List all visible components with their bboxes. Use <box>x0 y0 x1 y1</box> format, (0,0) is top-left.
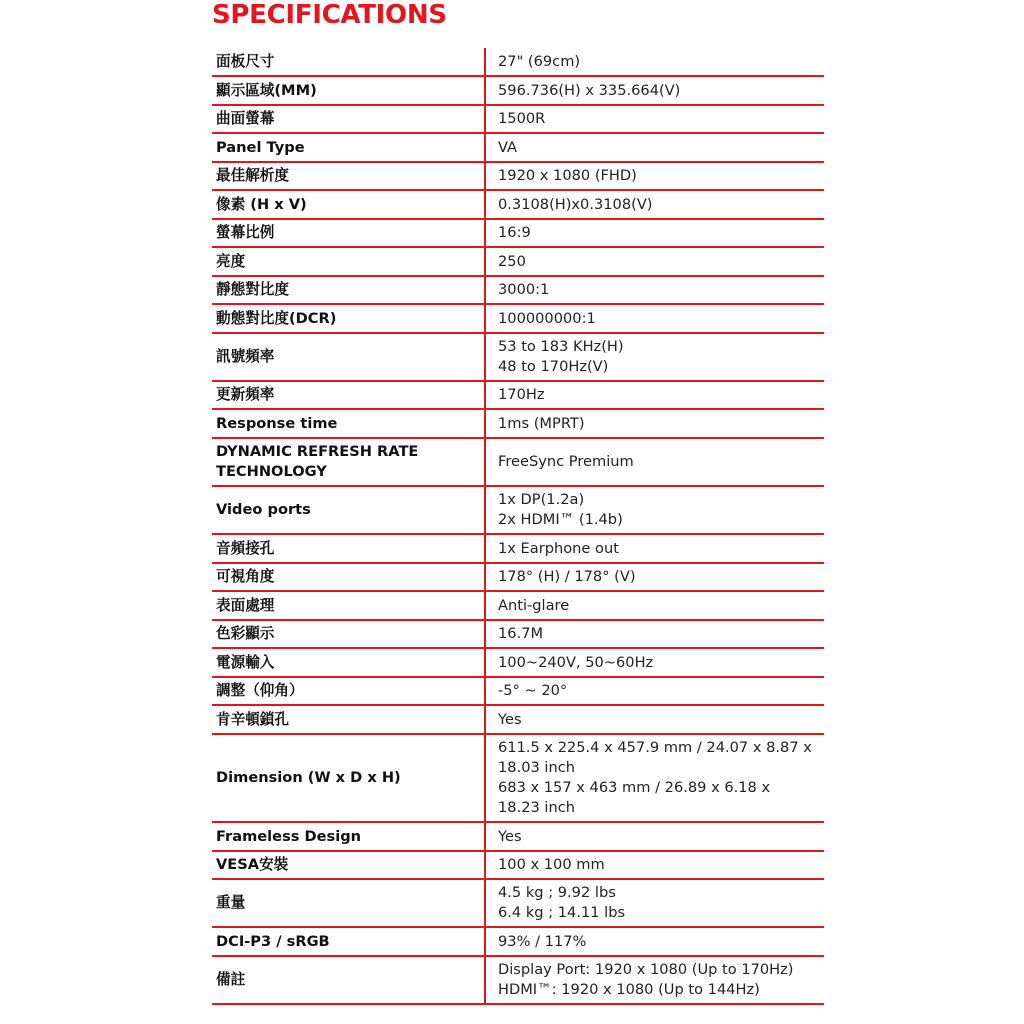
spec-value-line: -5° ~ 20° <box>498 682 568 699</box>
spec-value-line: 4.5 kg ; 9.92 lbs <box>498 884 616 901</box>
spec-label: VESA安裝 <box>212 851 485 879</box>
spec-value-line: 100~240V, 50~60Hz <box>498 653 654 671</box>
spec-row <box>212 648 824 677</box>
spec-value <box>485 48 824 76</box>
spec-label: 肯辛頓鎖孔 <box>212 705 485 734</box>
spec-row <box>212 879 824 927</box>
spec-value <box>485 620 824 648</box>
spec-value-line: Yes <box>498 710 522 728</box>
spec-label: 更新頻率 <box>212 381 485 409</box>
spec-value <box>485 333 824 381</box>
spec-label: Dimension (W x D x H) <box>212 734 485 822</box>
spec-value-line: 1500R <box>498 110 546 127</box>
spec-label <box>212 438 485 486</box>
spec-value-line: 48 to 170Hz(V) <box>498 358 609 375</box>
spec-row <box>212 705 824 734</box>
spec-value <box>485 76 824 105</box>
spec-label: Video ports <box>212 486 485 534</box>
spec-row <box>212 486 824 534</box>
spec-value-line: 178° (H) / 178° (V) <box>498 568 636 585</box>
spec-value-line: 0.3108(H)x0.3108(V) <box>498 195 653 213</box>
spec-value <box>485 438 824 486</box>
spec-value-line: 1ms (MPRT) <box>498 414 585 432</box>
spec-row <box>212 162 824 190</box>
spec-value-line: 611.5 x 225.4 x 457.9 mm / 24.07 x 8.87 x <box>498 739 812 756</box>
spec-value <box>485 105 824 133</box>
spec-label: 可視角度 <box>212 563 485 591</box>
page-title: SPECIFICATIONS <box>212 0 447 30</box>
spec-row <box>212 276 824 304</box>
spec-value-line: HDMI™: 1920 x 1080 (Up to 144Hz) <box>498 981 760 998</box>
spec-value <box>485 677 824 705</box>
spec-label: 重量 <box>212 879 485 927</box>
spec-label: 面板尺寸 <box>212 48 485 76</box>
spec-row <box>212 534 824 563</box>
spec-label: Panel Type <box>212 133 485 162</box>
spec-value-line: VA <box>498 138 518 156</box>
spec-value <box>485 705 824 734</box>
spec-label: 調整（仰角） <box>212 677 485 705</box>
spec-value <box>485 133 824 162</box>
spec-value <box>485 851 824 879</box>
spec-value <box>485 956 824 1004</box>
spec-row <box>212 76 824 105</box>
spec-row <box>212 620 824 648</box>
spec-value <box>485 534 824 563</box>
spec-row <box>212 438 824 486</box>
spec-row <box>212 927 824 956</box>
spec-row <box>212 190 824 219</box>
spec-value-line: 3000:1 <box>498 281 550 298</box>
spec-label: 最佳解析度 <box>212 162 485 190</box>
spec-value-line: Anti-glare <box>498 596 570 614</box>
spec-row <box>212 409 824 438</box>
spec-label: 電源輸入 <box>212 648 485 677</box>
spec-value-line: 18.03 inch <box>498 759 575 776</box>
spec-value <box>485 879 824 927</box>
spec-label: 亮度 <box>212 247 485 276</box>
spec-value <box>485 734 824 822</box>
spec-value <box>485 219 824 247</box>
spec-value <box>485 381 824 409</box>
spec-label: 靜態對比度 <box>212 276 485 304</box>
spec-value-line: Display Port: 1920 x 1080 (Up to 170Hz) <box>498 961 794 978</box>
spec-label: 顯示區域(MM) <box>212 76 485 105</box>
spec-label-line: TECHNOLOGY <box>216 463 327 480</box>
spec-label: Frameless Design <box>212 822 485 851</box>
spec-value-line: 18.23 inch <box>498 799 575 816</box>
spec-row <box>212 105 824 133</box>
spec-value-line: 1920 x 1080 (FHD) <box>498 167 637 184</box>
spec-row <box>212 822 824 851</box>
spec-label: 色彩顯示 <box>212 620 485 648</box>
spec-label: DCI-P3 / sRGB <box>212 927 485 956</box>
spec-value-line: 100 x 100 mm <box>498 856 605 873</box>
spec-label: 音頻接孔 <box>212 534 485 563</box>
spec-row <box>212 247 824 276</box>
spec-row <box>212 133 824 162</box>
spec-value <box>485 648 824 677</box>
spec-value <box>485 563 824 591</box>
spec-label: 表面處理 <box>212 591 485 620</box>
spec-label: 訊號頻率 <box>212 333 485 381</box>
spec-value-line: 27" (69cm) <box>498 52 581 70</box>
spec-value <box>485 409 824 438</box>
spec-value <box>485 247 824 276</box>
spec-value-line: 6.4 kg ; 14.11 lbs <box>498 904 626 921</box>
spec-value <box>485 276 824 304</box>
spec-value <box>485 927 824 956</box>
spec-label: 螢幕比例 <box>212 219 485 247</box>
spec-value-line: 250 <box>498 252 526 270</box>
spec-label: 曲面螢幕 <box>212 105 485 133</box>
spec-value-line: 16.7M <box>498 625 544 642</box>
spec-label: 像素 (H x V) <box>212 190 485 219</box>
spec-value-line: 100000000:1 <box>498 309 596 327</box>
spec-value-line: 1x Earphone out <box>498 539 619 557</box>
spec-row <box>212 563 824 591</box>
spec-value-line: 596.736(H) x 335.664(V) <box>498 81 681 99</box>
spec-table <box>212 48 824 1005</box>
spec-value <box>485 190 824 219</box>
spec-label: 動態對比度(DCR) <box>212 304 485 333</box>
spec-label-line: DYNAMIC REFRESH RATE <box>216 443 419 460</box>
spec-row <box>212 333 824 381</box>
spec-value <box>485 822 824 851</box>
spec-value-line: 93% / 117% <box>498 932 587 950</box>
spec-value-line: 53 to 183 KHz(H) <box>498 338 624 355</box>
spec-value-line: 16:9 <box>498 224 531 241</box>
spec-label: 備註 <box>212 956 485 1004</box>
spec-row <box>212 219 824 247</box>
spec-row <box>212 304 824 333</box>
spec-value-line: 2x HDMI™ (1.4b) <box>498 511 623 528</box>
spec-row <box>212 677 824 705</box>
spec-value-line: FreeSync Premium <box>498 453 634 470</box>
spec-row <box>212 381 824 409</box>
spec-value-line: Yes <box>498 827 522 845</box>
spec-value <box>485 304 824 333</box>
spec-value-line: 170Hz <box>498 386 545 403</box>
spec-row <box>212 734 824 822</box>
spec-row <box>212 851 824 879</box>
spec-row <box>212 956 824 1004</box>
spec-value <box>485 591 824 620</box>
spec-value <box>485 162 824 190</box>
spec-value-line: 1x DP(1.2a) <box>498 491 585 508</box>
spec-row <box>212 591 824 620</box>
spec-row <box>212 48 824 76</box>
spec-value-line: 683 x 157 x 463 mm / 26.89 x 6.18 x <box>498 779 771 796</box>
spec-value <box>485 486 824 534</box>
spec-label: Response time <box>212 409 485 438</box>
